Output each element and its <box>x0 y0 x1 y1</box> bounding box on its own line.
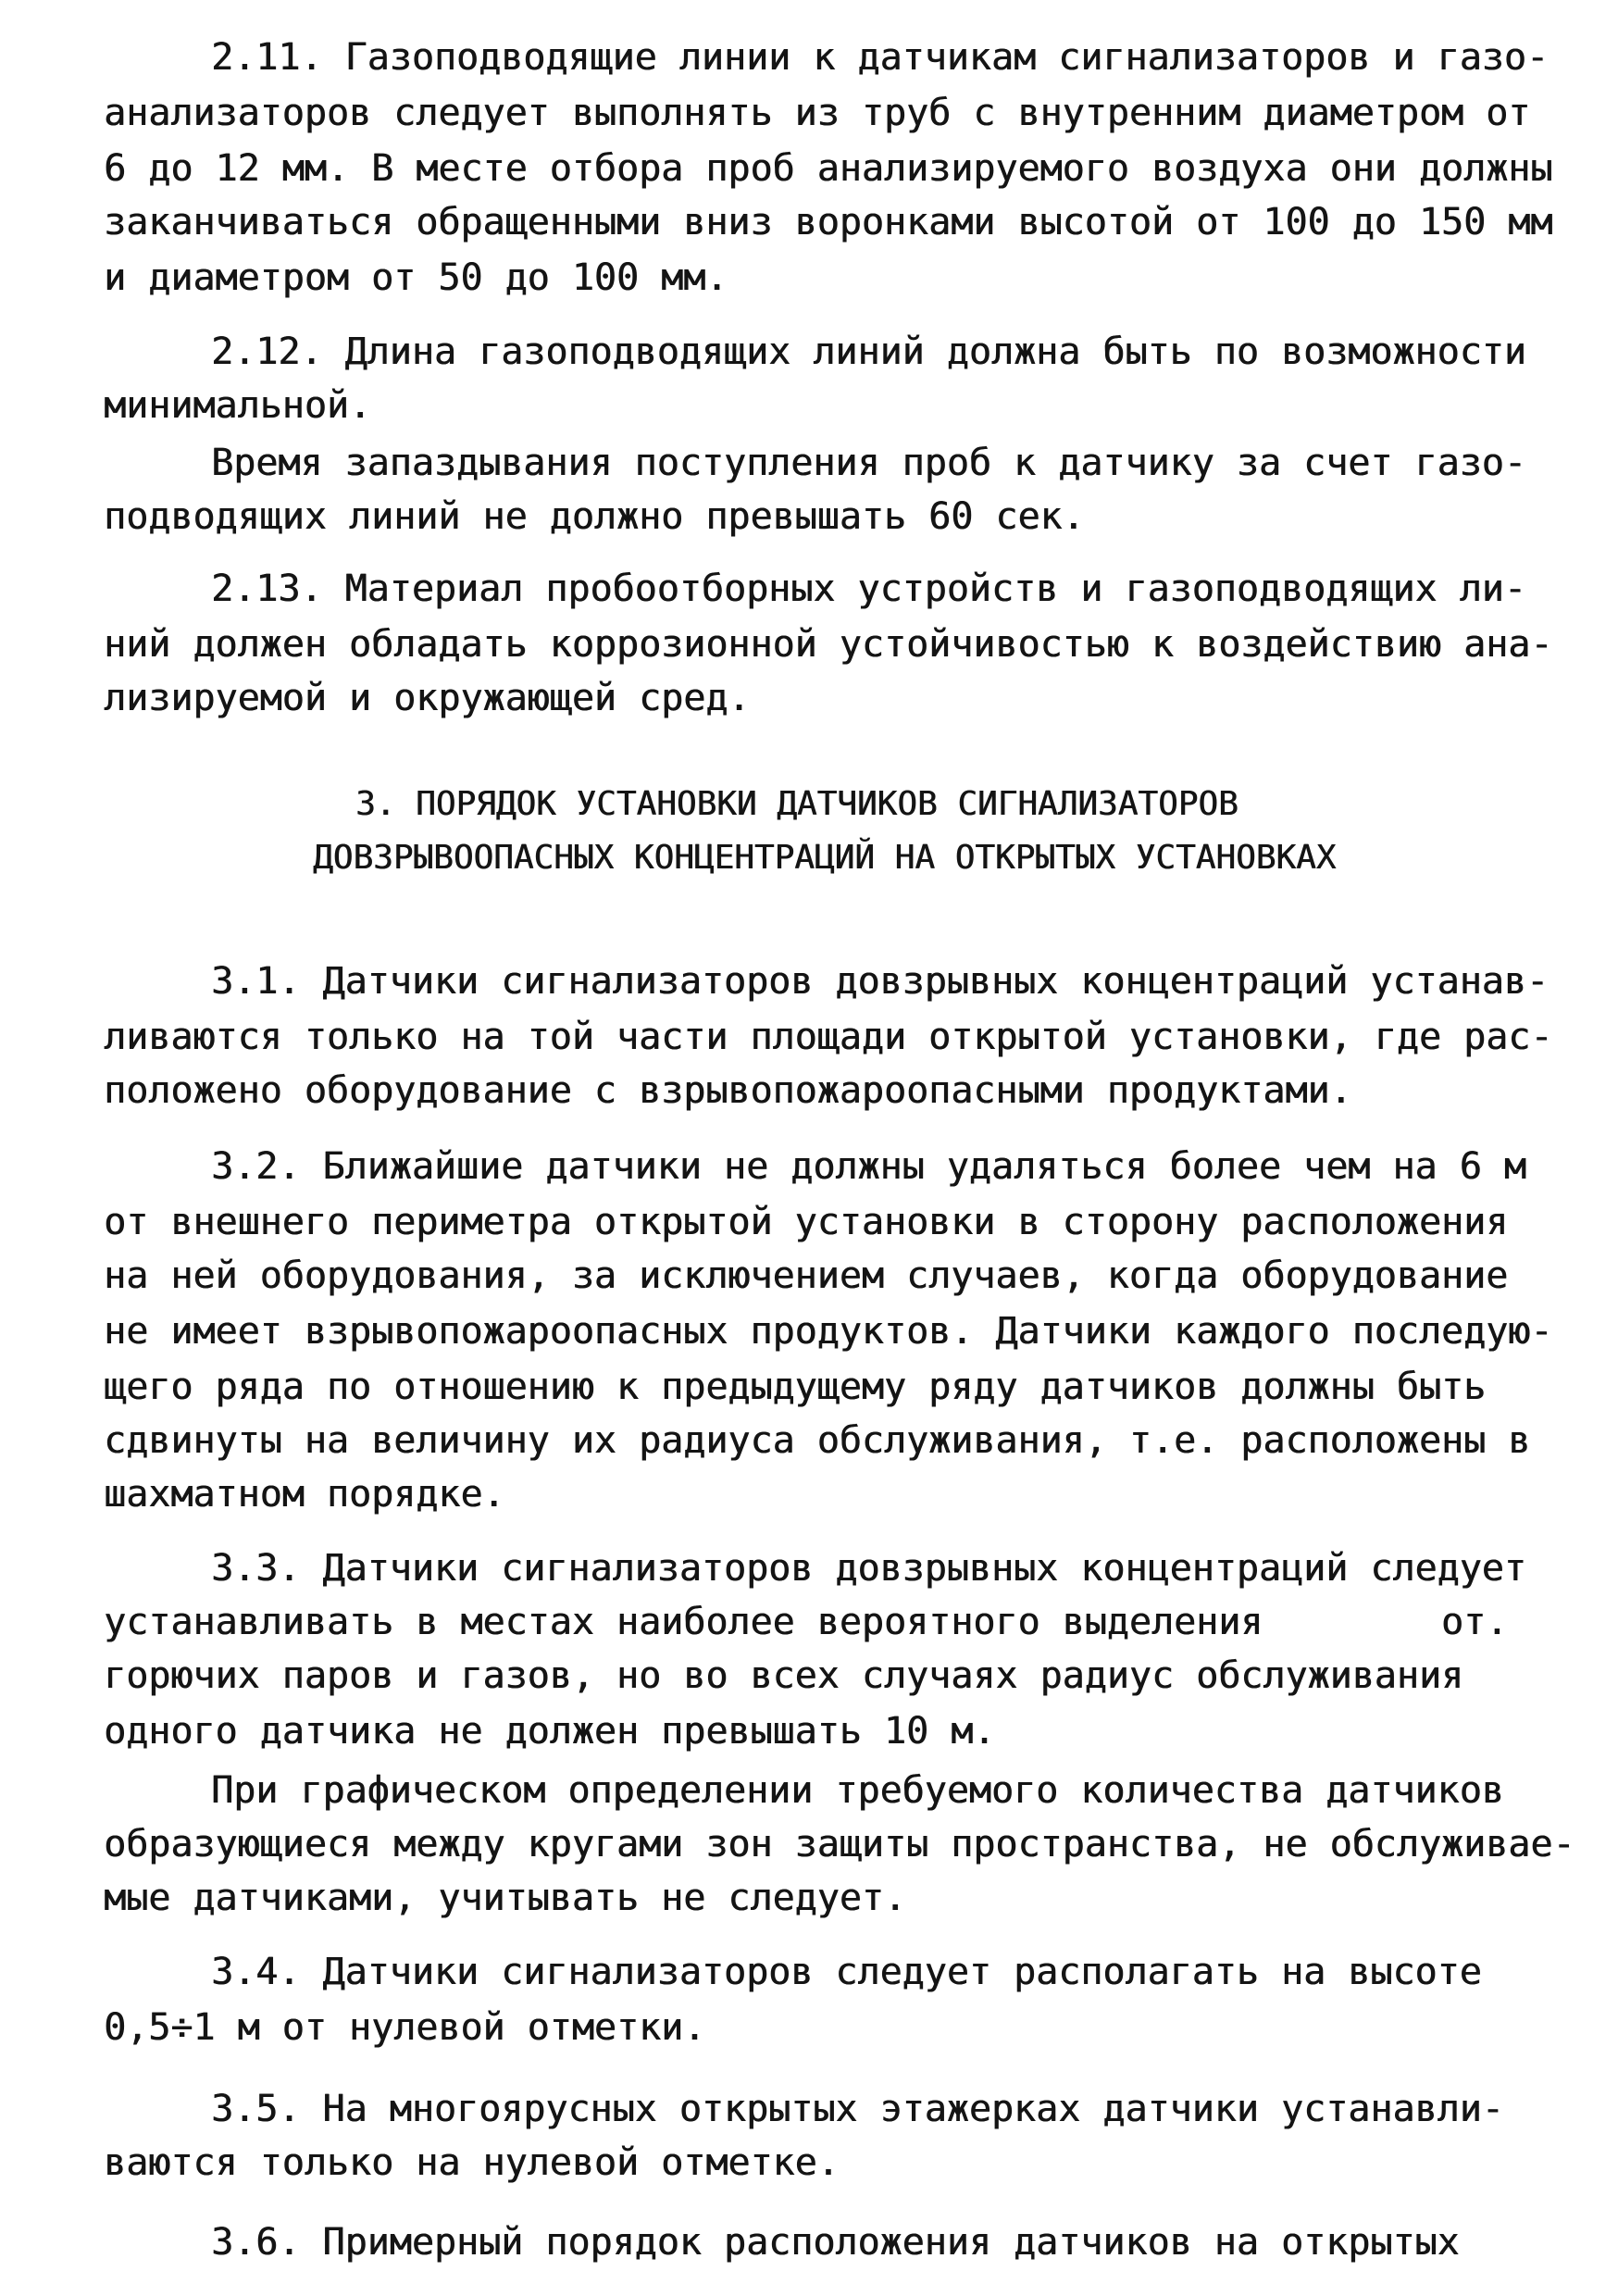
text-line: 3.3. Датчики сигнализаторов довзрывных концентраций следует <box>211 1547 1526 1590</box>
text-line: горючих паров и газов, но во всех случаях радиус обслуживания <box>104 1654 1464 1697</box>
text-line: щего ряда по отношению к предыдущему ряду датчиков должны быть <box>104 1366 1487 1408</box>
text-line: 0,5÷1 м от нулевой отметки. <box>104 2006 706 2049</box>
text-line: мые датчиками, учитывать не следует. <box>104 1877 906 1919</box>
text-line: 2.13. Материал пробоотборных устройств и газоподводящих ли- <box>211 568 1526 610</box>
text-line: анализаторов следует выполнять из труб с внутренним диаметром от <box>104 92 1531 134</box>
text-line: ваются только на нулевой отметке. <box>104 2141 840 2184</box>
text-line: 2.11. Газоподводящие линии к датчикам сигнализаторов и газо- <box>211 36 1549 79</box>
text-line: При графическом определении требуемого количества датчиков <box>211 1769 1504 1812</box>
text-line: и диаметром от 50 до 100 мм. <box>104 256 728 299</box>
text-line: Время запаздывания поступления проб к датчику за счет газо- <box>211 442 1526 484</box>
text-line: 3.1. Датчики сигнализаторов довзрывных концентраций устанав- <box>211 960 1549 1003</box>
text-line: минимальной. <box>104 384 371 427</box>
text-line: положено оборудование с взрывопожароопасными продуктами. <box>104 1069 1352 1112</box>
text-line: одного датчика не должен превышать 10 м. <box>104 1710 996 1753</box>
text-line: сдвинуты на величину их радиуса обслуживания, т.е. расположены в <box>104 1419 1531 1462</box>
text-line: 3.5. На многоярусных открытых этажерках датчики устанавли- <box>211 2088 1504 2130</box>
text-line: ливаются только на той части площади открытой установки, где рас- <box>104 1016 1553 1058</box>
text-line: шахматном порядке. <box>104 1473 505 1516</box>
text-line: на ней оборудования, за исключением случаев, когда оборудование <box>104 1254 1509 1297</box>
heading-line: 3. ПОРЯДОК УСТАНОВКИ ДАТЧИКОВ СИГНАЛИЗАТОРОВ <box>355 785 1238 823</box>
text-line: устанавливать в местах наиболее вероятного выделения от. <box>104 1601 1509 1643</box>
text-line: образующиеся между кругами зон защиты пространства, не обслуживае- <box>104 1823 1575 1866</box>
text-line: 3.6. Примерный порядок расположения датчиков на открытых <box>211 2221 1460 2264</box>
text-line: 6 до 12 мм. В месте отбора проб анализируемого воздуха они должны <box>104 147 1553 190</box>
text-line: подводящих линий не должно превышать 60 сек. <box>104 495 1085 538</box>
text-line: не имеет взрывопожароопасных продуктов. Датчики каждого последую- <box>104 1310 1553 1353</box>
text-line: от внешнего периметра открытой установки в сторону расположения <box>104 1201 1509 1243</box>
text-line: ний должен обладать коррозионной устойчивостью к воздействию ана- <box>104 623 1553 666</box>
text-line: 3.4. Датчики сигнализаторов следует располагать на высоте <box>211 1951 1482 1993</box>
heading-line: ДОВЗРЫВООПАСНЫХ КОНЦЕНТРАЦИЙ НА ОТКРЫТЫХ УСТАНОВКАХ <box>313 839 1337 877</box>
text-line: 3.2. Ближайшие датчики не должны удаляться более чем на 6 м <box>211 1145 1526 1188</box>
text-line: лизируемой и окружающей сред. <box>104 677 751 719</box>
text-line: 2.12. Длина газоподводящих линий должна быть по возможности <box>211 331 1526 373</box>
text-line: заканчиваться обращенными вниз воронками высотой от 100 до 150 мм <box>104 201 1553 243</box>
